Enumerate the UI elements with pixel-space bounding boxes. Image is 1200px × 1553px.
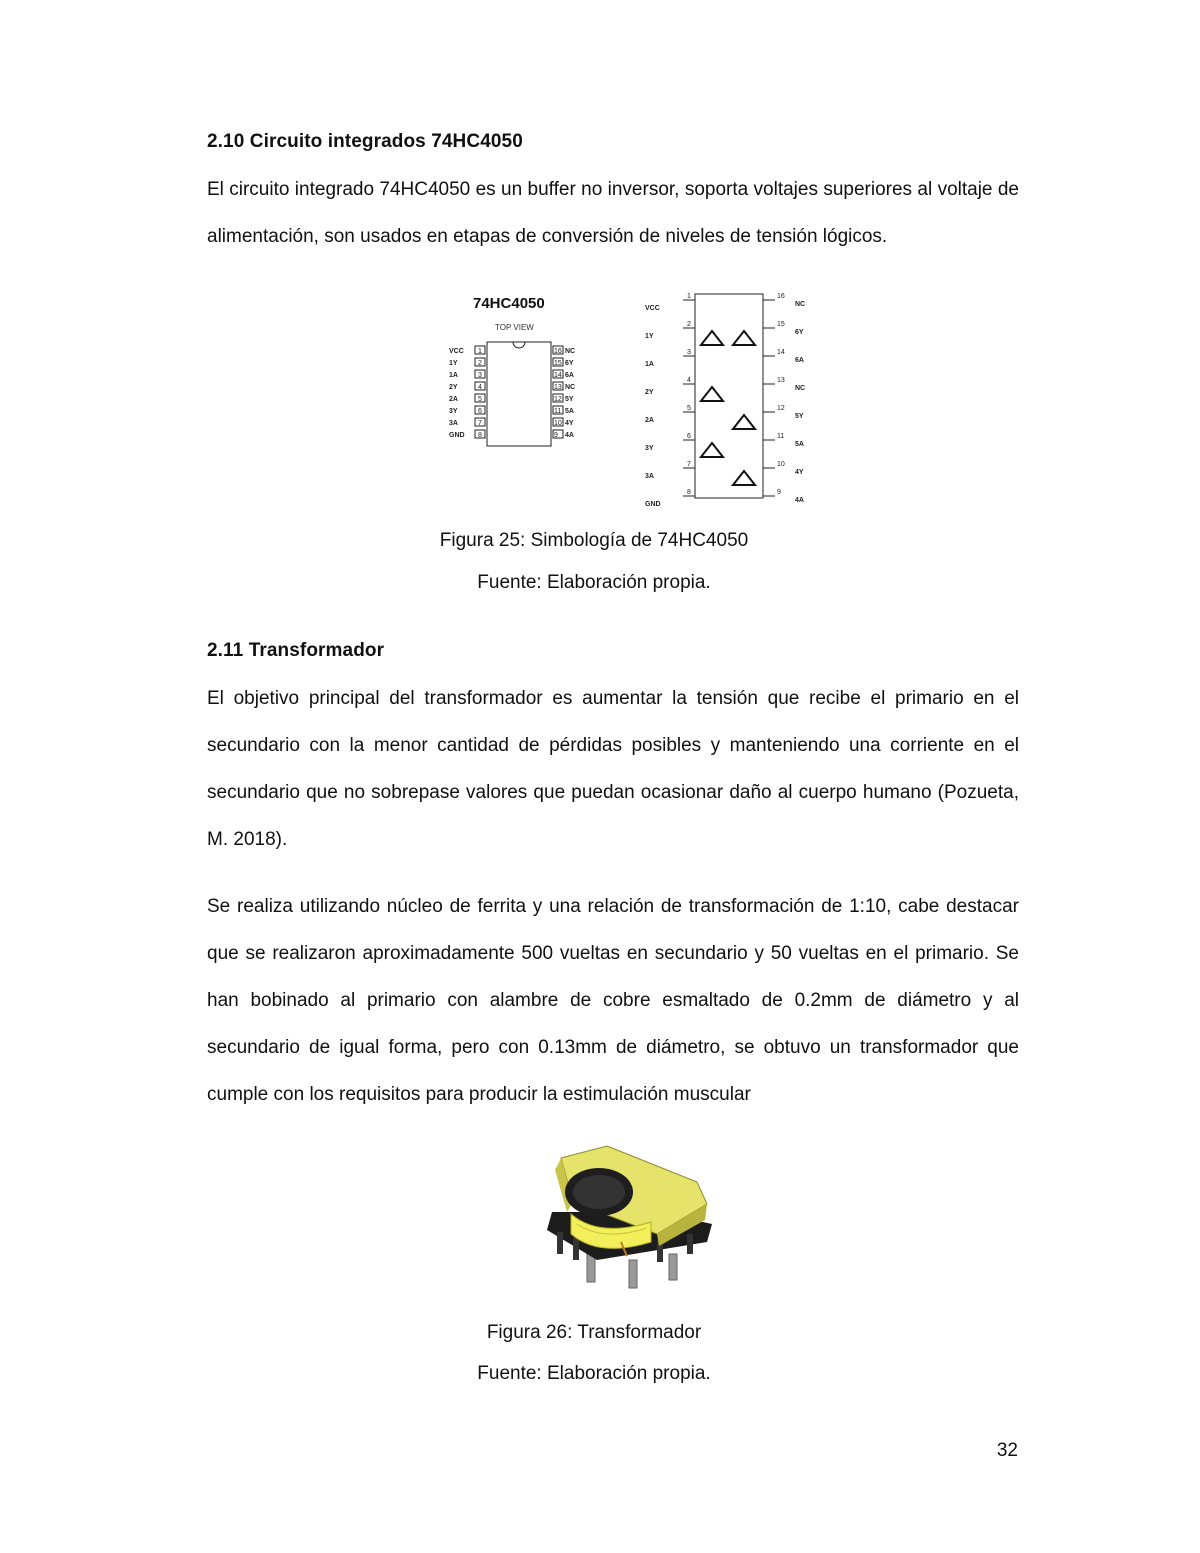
dip-right-pin-label: 6A — [565, 372, 574, 379]
chip-top-view-diagram — [447, 288, 576, 458]
dip-right-pin-label: 6Y — [565, 360, 574, 367]
logic-left-pin-label: 1A — [645, 361, 654, 368]
dip-left-pin-label: 2Y — [449, 384, 458, 391]
figure-74hc4050-logic-diagram — [643, 288, 813, 508]
logic-left-pin-label: 3A — [645, 473, 654, 480]
dip-left-pin-label: 2A — [449, 396, 458, 403]
dip-left-pin-number: 5 — [478, 396, 482, 403]
paragraph-74hc4050: El circuito integrado 74HC4050 es un buffer no inversor, soporta voltajes superiores al voltaje de alimentación, son usados en etapas de conversión de niveles de tensión lógicos. — [207, 179, 1019, 247]
dip-right-pin-label: 4A — [565, 432, 574, 439]
dip-left-pin-number: 3 — [478, 372, 482, 379]
logic-left-pin-label: 2Y — [645, 389, 654, 396]
dip-left-pin-label: GND — [449, 432, 465, 439]
dip-right-pin-number: 16 — [554, 348, 562, 355]
logic-left-pin-number: 1 — [687, 293, 691, 300]
dip-left-pin-number: 2 — [478, 360, 482, 367]
logic-right-pin-number: 16 — [777, 293, 785, 300]
dip-right-pin-label: 5Y — [565, 396, 574, 403]
dip-right-pin-label: 5A — [565, 408, 574, 415]
figure-26-caption: Figura 26: Transformador — [486, 1322, 702, 1343]
logic-right-pin-number: 15 — [777, 321, 785, 328]
figure-transformer-photo — [537, 1142, 727, 1297]
dip-left-pin-number: 1 — [478, 348, 482, 355]
page-number: 32 — [996, 1440, 1018, 1461]
logic-left-pin-number: 7 — [687, 461, 691, 468]
figure-25-caption: Figura 25: Simbología de 74HC4050 — [439, 530, 749, 551]
dip-right-pin-number: 10 — [554, 420, 562, 427]
chip-title: 74HC4050 — [473, 295, 545, 312]
paragraph-transformador-1: El objetivo principal del transformador es aumentar la tensión que recibe el primario en el secundario con la menor cantidad de pérdidas posibles y manteniendo una corriente en el secundario que no sobrepase valores que puedan ocasionar daño al cuerpo humano (Pozueta, M. 2018). — [207, 688, 1019, 850]
section-heading-74hc4050: 2.10 Circuito integrados 74HC4050 — [207, 131, 523, 152]
dip-left-pin-label: VCC — [449, 348, 464, 355]
dip-right-pin-number: 9 — [554, 432, 558, 439]
figure-25-source: Fuente: Elaboración propia. — [477, 572, 711, 593]
logic-left-pin-number: 5 — [687, 405, 691, 412]
section-heading-transformador: 2.11 Transformador — [207, 640, 385, 661]
dip-left-pin-label: 3A — [449, 420, 458, 427]
logic-right-pin-number: 10 — [777, 461, 785, 468]
logic-left-pin-label: GND — [645, 501, 661, 508]
dip-right-pin-label: 4Y — [565, 420, 574, 427]
logic-right-pin-number: 13 — [777, 377, 785, 384]
logic-right-pin-label: NC — [795, 301, 806, 308]
logic-left-pin-number: 6 — [687, 433, 691, 440]
logic-right-pin-label: 5Y — [795, 413, 804, 420]
logic-left-pin-label: 1Y — [645, 333, 654, 340]
logic-right-pin-label: 5A — [795, 441, 804, 448]
logic-right-pin-label: 6A — [795, 357, 804, 364]
figure-74hc4050-pinout — [447, 288, 576, 463]
logic-right-pin-label: 6Y — [795, 329, 804, 336]
logic-left-pin-number: 3 — [687, 349, 691, 356]
dip-right-pin-number: 12 — [554, 396, 562, 403]
logic-right-pin-label: 4Y — [795, 469, 804, 476]
logic-left-pin-number: 2 — [687, 321, 691, 328]
dip-right-pin-label: NC — [565, 384, 576, 391]
logic-left-pin-number: 8 — [687, 489, 691, 496]
dip-left-pin-number: 4 — [478, 384, 482, 391]
dip-left-pin-label: 1Y — [449, 360, 458, 367]
dip-right-pin-number: 14 — [554, 372, 562, 379]
chip-subtitle: TOP VIEW — [495, 323, 534, 332]
logic-left-pin-label: 3Y — [645, 445, 654, 452]
transformer-illustration — [537, 1142, 727, 1292]
logic-right-pin-number: 14 — [777, 349, 785, 356]
logic-right-pin-label: 4A — [795, 497, 804, 504]
logic-left-pin-label: 2A — [645, 417, 654, 424]
logic-right-pin-number: 9 — [777, 489, 781, 496]
dip-left-pin-label: 3Y — [449, 408, 458, 415]
buffer-logic-diagram — [643, 288, 813, 508]
dip-left-pin-number: 7 — [478, 420, 482, 427]
logic-right-pin-label: NC — [795, 385, 806, 392]
logic-left-pin-label: VCC — [645, 305, 660, 312]
logic-right-pin-number: 11 — [777, 433, 785, 440]
dip-right-pin-number: 11 — [554, 408, 562, 415]
dip-right-pin-label: NC — [565, 348, 576, 355]
dip-left-pin-number: 6 — [478, 408, 482, 415]
dip-right-pin-number: 13 — [554, 384, 562, 391]
logic-right-pin-number: 12 — [777, 405, 785, 412]
figure-26-source: Fuente: Elaboración propia. — [477, 1363, 711, 1384]
paragraph-transformador-2: Se realiza utilizando núcleo de ferrita y una relación de transformación de 1:10, cabe destacar que se realizaron aproximadamente 500 vueltas en secundario y 50 vueltas en el primario. Se han bobinado al primario con alambre de cobre esmaltado de 0.2mm de diámetro y al secundario de igual forma, pero con 0.13mm de diámetro, se obtuvo un transformador que cumple con los requisitos para producir la estimulación muscular — [207, 896, 1019, 1105]
dip-left-pin-number: 8 — [478, 432, 482, 439]
logic-left-pin-number: 4 — [687, 377, 691, 384]
dip-right-pin-number: 15 — [554, 360, 562, 367]
dip-left-pin-label: 1A — [449, 372, 458, 379]
